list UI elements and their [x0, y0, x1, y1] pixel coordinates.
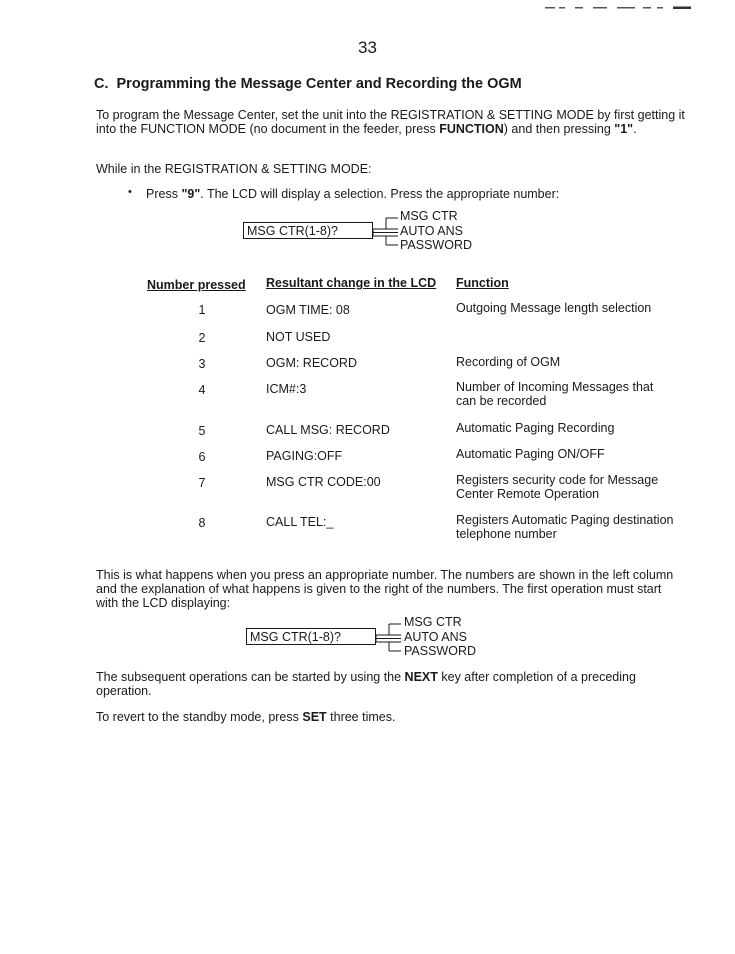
header-function: Function	[456, 276, 509, 290]
table-row-number: 7	[198, 476, 206, 490]
table-row-number: 2	[198, 331, 206, 345]
intro-bold-function: FUNCTION	[439, 122, 504, 136]
header-number-pressed: Number pressed	[147, 278, 246, 292]
table-row-lcd: OGM: RECORD	[266, 356, 357, 370]
intro-text-3: .	[633, 122, 637, 136]
bullet-text-1: Press	[146, 187, 182, 201]
lcd-option-password-2: PASSWORD	[404, 644, 476, 658]
table-row-function: Registers Automatic Paging destination telephone number	[456, 513, 674, 541]
table-row-function: Automatic Paging Recording	[456, 421, 615, 435]
lcd-option-msg-ctr-2: MSG CTR	[404, 615, 462, 629]
table-row-lcd: MSG CTR CODE:00	[266, 475, 381, 489]
table-row-function: Outgoing Message length selection	[456, 301, 652, 315]
lcd-display-box-2: MSG CTR(1-8)?	[246, 628, 376, 645]
table-row-function: Automatic Paging ON/OFF	[456, 447, 605, 461]
table-row-number: 8	[198, 516, 206, 530]
revert-paragraph	[96, 710, 686, 724]
header-resultant-change: Resultant change in the LCD	[266, 276, 437, 290]
bullet-bold-9: "9"	[181, 187, 201, 201]
table-row-function: Number of Incoming Messages that can be recorded	[456, 380, 654, 408]
subsequent-text-1: The subsequent operations can be started by using the	[96, 670, 405, 684]
subsequent-text-2: key after completion of a preceding operation.	[96, 670, 636, 698]
bullet-text-2: . The LCD will display a selection. Press the appropriate number:	[200, 187, 560, 201]
lcd-bracket-icon	[373, 616, 405, 656]
intro-text-1: To program the Message Center, set the unit into the REGISTRATION & SETTING MODE by first getting it into the FUNCTION MODE (no document in the feeder, press	[96, 108, 685, 136]
intro-paragraph	[96, 108, 686, 136]
table-row-number: 6	[198, 450, 206, 464]
intro-text-2: ) and then pressing	[503, 122, 615, 136]
subsequent-bold-next: NEXT	[404, 670, 438, 684]
table-row-function: Registers security code for Message Center Remote Operation	[456, 473, 659, 501]
table-row-number: 3	[198, 357, 206, 371]
revert-text-1: To revert to the standby mode, press	[96, 710, 303, 724]
lcd-display-box: MSG CTR(1-8)?	[243, 222, 373, 239]
table-row-lcd: NOT USED	[266, 330, 331, 344]
table-row-lcd: PAGING:OFF	[266, 449, 343, 463]
section-prefix: C.	[94, 76, 109, 92]
intro-bold-1: "1"	[614, 122, 634, 136]
bullet-text	[146, 187, 686, 201]
section-heading	[94, 76, 522, 92]
table-row-number: 1	[198, 303, 206, 317]
lcd-option-auto-ans-2: AUTO ANS	[404, 630, 467, 644]
table-row-function: Recording of OGM	[456, 355, 561, 369]
while-text: While in the REGISTRATION & SETTING MODE:	[96, 162, 372, 176]
table-row-lcd: OGM TIME: 08	[266, 303, 350, 317]
subsequent-paragraph	[96, 670, 686, 698]
lcd-bracket-icon	[370, 210, 402, 250]
scan-mark	[545, 6, 695, 10]
revert-bold-set: SET	[302, 710, 327, 724]
section-title: Programming the Message Center and Recording the OGM	[116, 76, 522, 92]
table-row-number: 4	[198, 383, 206, 397]
explanation-paragraph: This is what happens when you press an appropriate number. The numbers are shown in the left column and the explanation of what happens is given to the right of the numbers. The first operation must start with the LCD displaying:	[96, 568, 674, 610]
table-row-lcd: CALL MSG: RECORD	[266, 423, 390, 437]
revert-text-2: three times.	[326, 710, 396, 724]
lcd-option-auto-ans: AUTO ANS	[400, 224, 463, 238]
lcd-option-password: PASSWORD	[400, 238, 472, 252]
page-number: 33	[358, 38, 377, 57]
table-row-lcd: ICM#:3	[266, 382, 307, 396]
bullet-icon: •	[128, 186, 132, 198]
lcd-option-msg-ctr: MSG CTR	[400, 209, 458, 223]
table-row-lcd: CALL TEL:_	[266, 515, 334, 529]
table-row-number: 5	[198, 424, 206, 438]
